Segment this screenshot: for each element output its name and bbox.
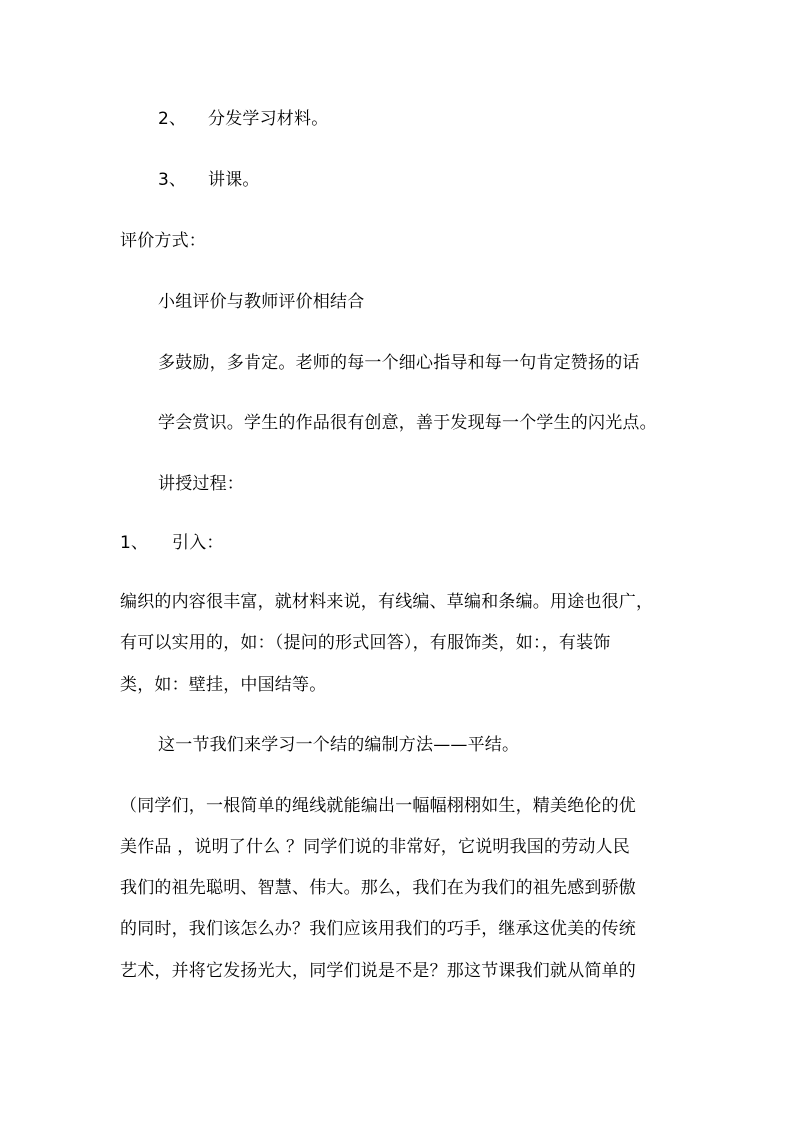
step-2-text: 分发学习材料。 <box>208 109 329 129</box>
evaluation-line-3: 学会赏识。学生的作品很有创意，善于发现每一个学生的闪光点。 <box>158 413 657 433</box>
step-3-text: 讲课。 <box>208 170 260 190</box>
step-3-line <box>158 170 260 190</box>
process-heading: 讲授过程： <box>158 474 244 494</box>
paragraph-3-line-4: 的同时，我们该怎么办？我们应该用我们的巧手，继承这优美的传统 <box>120 919 636 939</box>
evaluation-heading: 评价方式： <box>120 231 206 251</box>
paragraph-3-line-1: （同学们，一根简单的绳线就能编出一幅幅栩栩如生，精美绝伦的优 <box>120 796 636 816</box>
paragraph-3-line-3: 我们的祖先聪明、智慧、伟大。那么，我们在为我们的祖先感到骄傲 <box>120 878 636 898</box>
evaluation-line-1: 小组评价与教师评价相结合 <box>158 292 365 312</box>
evaluation-line-2: 多鼓励，多肯定。老师的每一个细心指导和每一句肯定赞扬的话 <box>158 353 640 373</box>
paragraph-2-line-1: 这一节我们来学习一个结的编制方法——平结。 <box>158 735 520 755</box>
step-2-line <box>158 109 328 129</box>
step-3-number: 3、 <box>158 170 187 190</box>
paragraph-3-line-2: 美作品 ，说明了什么 ？同学们说的非常好，它说明我国的劳动人民 <box>120 837 631 857</box>
intro-number: 1、 <box>120 533 149 553</box>
intro-text: 引入： <box>172 533 224 553</box>
paragraph-1-line-2: 有可以实用的，如：（提问的形式回答），有服饰类，如：，有装饰 <box>120 633 611 653</box>
paragraph-1-line-1: 编织的内容很丰富，就材料来说，有线编、草编和条编。用途也很广， <box>120 592 654 612</box>
paragraph-1-line-3: 类，如：壁挂，中国结等。 <box>120 675 327 695</box>
intro-line <box>120 533 224 553</box>
step-2-number: 2、 <box>158 109 187 129</box>
paragraph-3-line-5: 艺术，并将它发扬光大，同学们说是不是？那这节课我们就从简单的 <box>120 961 636 981</box>
